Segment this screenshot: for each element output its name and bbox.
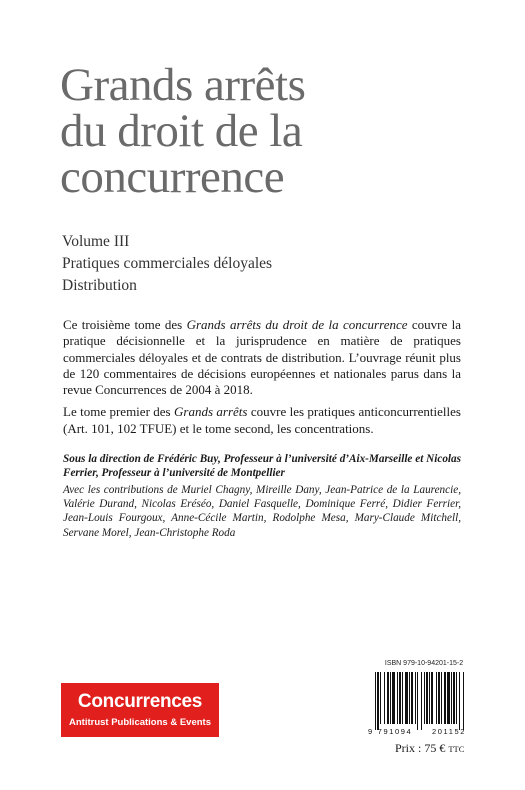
barcode-bar [375,672,376,730]
barcode-bar [405,672,408,724]
barcode [367,670,480,736]
publisher-name: Concurrences [77,691,203,712]
barcode-bar [436,672,437,724]
publisher-tagline: Antitrust Publications & Events [69,717,211,728]
barcode-bars [375,672,464,730]
barcode-first-digit: 9 [368,727,373,736]
barcode-bar [409,672,410,724]
subtitle-line-2: Distribution [62,277,137,294]
barcode-bar [415,672,416,724]
barcode-right-digits: 201152 [431,727,467,736]
barcode-bar [392,672,395,724]
price-label: Prix : 75 € [395,741,446,755]
barcode-bar [431,672,433,724]
volume-label: Volume III [62,233,130,250]
p2-before: Le tome premier des [63,404,174,420]
p1-after: couvre la pratique décisionnelle et la jurisprudence en matière de pratiques commerciales déloyales et de contrats de distribution. L’ouvrage réunit plus de 120 commentaires de décisions européennes et nationales parus dans la revue Concurrences de 2004 à 2018. [63,317,461,398]
barcode-bar [463,672,464,730]
price-suffix: TTC [448,744,465,754]
title-line-3: concurrence [60,151,285,203]
barcode-bar [387,672,389,724]
barcode-bar [380,672,381,724]
p2-italic: Grands arrêts [174,404,248,420]
barcode-bar [402,672,403,724]
paragraph-1 [63,317,461,398]
barcode-bar [397,672,398,724]
p2-after: couvre les pratiques anticoncurrentielles (Art. 101, 102 TFUE) et le tome second, les concentrations. [63,404,461,436]
description [63,317,461,443]
barcode-bar [438,672,440,724]
barcode-bar [384,672,385,724]
barcode-bar [459,672,460,730]
contributors-credit: Avec les contributions de Muriel Chagny, Mireille Dany, Jean-Patrice de la Laurencie, Valérie Durand, Nicolas Eréséo, Daniel Fasquelle, Dominique Ferré, Didier Ferrier, Jean-Louis Fourgoux, Anne-Cécile Martin, Rodolphe Mesa, Mary-Claude Mitchell, Servane Morel, Jean-Christophe Roda [63,484,461,539]
publisher-logo [61,683,219,737]
p1-before: Ce troisième tome des [63,317,187,332]
barcode-bar [390,672,391,724]
price [395,741,464,756]
isbn-label: ISBN 979-10-94201-15-2 [384,660,464,667]
subtitle-line-1: Pratiques commerciales déloyales [62,255,273,272]
barcode-bar [411,672,413,724]
barcode-bar [424,672,425,724]
p1-italic: Grands arrêts du droit de la concurrence [186,317,408,332]
barcode-bar [377,672,379,730]
barcode-bar [451,672,452,724]
barcode-bar [421,672,422,730]
barcode-bar [429,672,430,724]
barcode-bar [453,672,455,724]
barcode-bar [447,672,450,724]
volume-block [62,231,272,297]
title-line-2: du droit de la [60,105,303,157]
barcode-bar [399,672,401,724]
barcode-bar [441,672,442,724]
book-title [60,59,480,203]
barcode-bar [444,672,446,724]
barcode-bar [426,672,428,724]
barcode-left-digits: 791094 [377,727,413,736]
barcode-bar [456,672,457,724]
title-line-1: Grands arrêts [60,59,306,111]
paragraph-2 [63,404,461,437]
editors-credit: Sous la direction de Frédéric Buy, Professeur à l’université d’Aix-Marseille et Nicolas Ferrier, Professeur à l’université de Montpellier [63,453,461,479]
barcode-bar [417,672,418,730]
